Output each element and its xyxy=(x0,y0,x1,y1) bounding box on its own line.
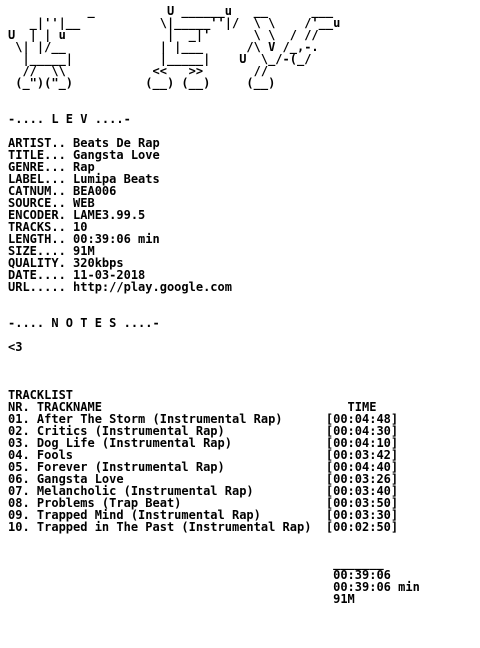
nfo-line: DATE.... 11-03-2018 xyxy=(8,268,146,282)
nfo-line: TRACKLIST xyxy=(8,388,74,402)
nfo-line xyxy=(8,544,480,556)
nfo-line: TRACKS.. 10 xyxy=(8,220,88,234)
nfo-line: GENRE... Rap xyxy=(8,160,95,174)
nfo-line: TITLE... Gangsta Love xyxy=(8,148,160,162)
nfo-line: 08. Problems (Trap Beat) [00:03:50] xyxy=(8,496,399,510)
nfo-line: // \\ << >> // xyxy=(8,64,269,78)
nfo-line: U | | u | _|' \ \ / // xyxy=(8,28,319,42)
nfo-line: QUALITY. 320kbps xyxy=(8,256,124,270)
nfo-line: CATNUM.. BEA006 xyxy=(8,184,117,198)
nfo-line: 02. Critics (Instrumental Rap) [00:04:30] xyxy=(8,424,399,438)
nfo-line: NR. TRACKNAME TIME xyxy=(8,400,377,414)
nfo-line: LABEL... Lumipa Beats xyxy=(8,172,160,186)
nfo-line xyxy=(8,100,480,112)
nfo-line: LENGTH.. 00:39:06 min xyxy=(8,232,160,246)
nfo-line: 07. Melancholic (Instrumental Rap) [00:03:40] xyxy=(8,484,399,498)
nfo-line: _______ xyxy=(8,556,384,570)
nfo-line: 04. Fools [00:03:42] xyxy=(8,448,399,462)
nfo-line: \| |/__ | |___ /\ V /_,-. xyxy=(8,40,319,54)
nfo-line: SOURCE.. WEB xyxy=(8,196,95,210)
nfo-line: 01. After The Storm (Instrumental Rap) [00:04:48] xyxy=(8,412,399,426)
nfo-line: 10. Trapped in The Past (Instrumental Rap) [00:02:50] xyxy=(8,520,399,534)
nfo-line: ARTIST.. Beats De Rap xyxy=(8,136,160,150)
nfo-line xyxy=(8,304,480,316)
nfo-line: ENCODER. LAME3.99.5 xyxy=(8,208,146,222)
nfo-line: <3 xyxy=(8,340,23,354)
nfo-line: 09. Trapped Mind (Instrumental Rap) [00:03:30] xyxy=(8,508,399,522)
nfo-line: _ U ______u __ ___ xyxy=(8,4,334,18)
nfo-line: |_____| |_____| U \_/-(_/ xyxy=(8,52,312,66)
nfo-line: 91M xyxy=(8,592,355,606)
nfo-line: SIZE.... 91M xyxy=(8,244,95,258)
nfo-line: _|''|__ \|_____''|/ \ \ /'__u xyxy=(8,16,341,30)
nfo-line: 00:39:06 min xyxy=(8,580,420,594)
nfo-line: -.... L E V ....- xyxy=(8,112,131,126)
nfo-line: 03. Dog Life (Instrumental Rap) [00:04:10] xyxy=(8,436,399,450)
nfo-line: 05. Forever (Instrumental Rap) [00:04:40] xyxy=(8,460,399,474)
nfo-line: (_")("_) (__) (__) (__) xyxy=(8,76,276,90)
nfo-line: URL..... http://play.google.com xyxy=(8,280,232,294)
nfo-line xyxy=(8,352,480,364)
nfo-line xyxy=(8,376,480,388)
nfo-line xyxy=(8,364,480,376)
nfo-line: 00:39:06 xyxy=(8,568,391,582)
nfo-line: -.... N O T E S ....- xyxy=(8,316,160,330)
nfo-line: 06. Gangsta Love [00:03:26] xyxy=(8,472,399,486)
